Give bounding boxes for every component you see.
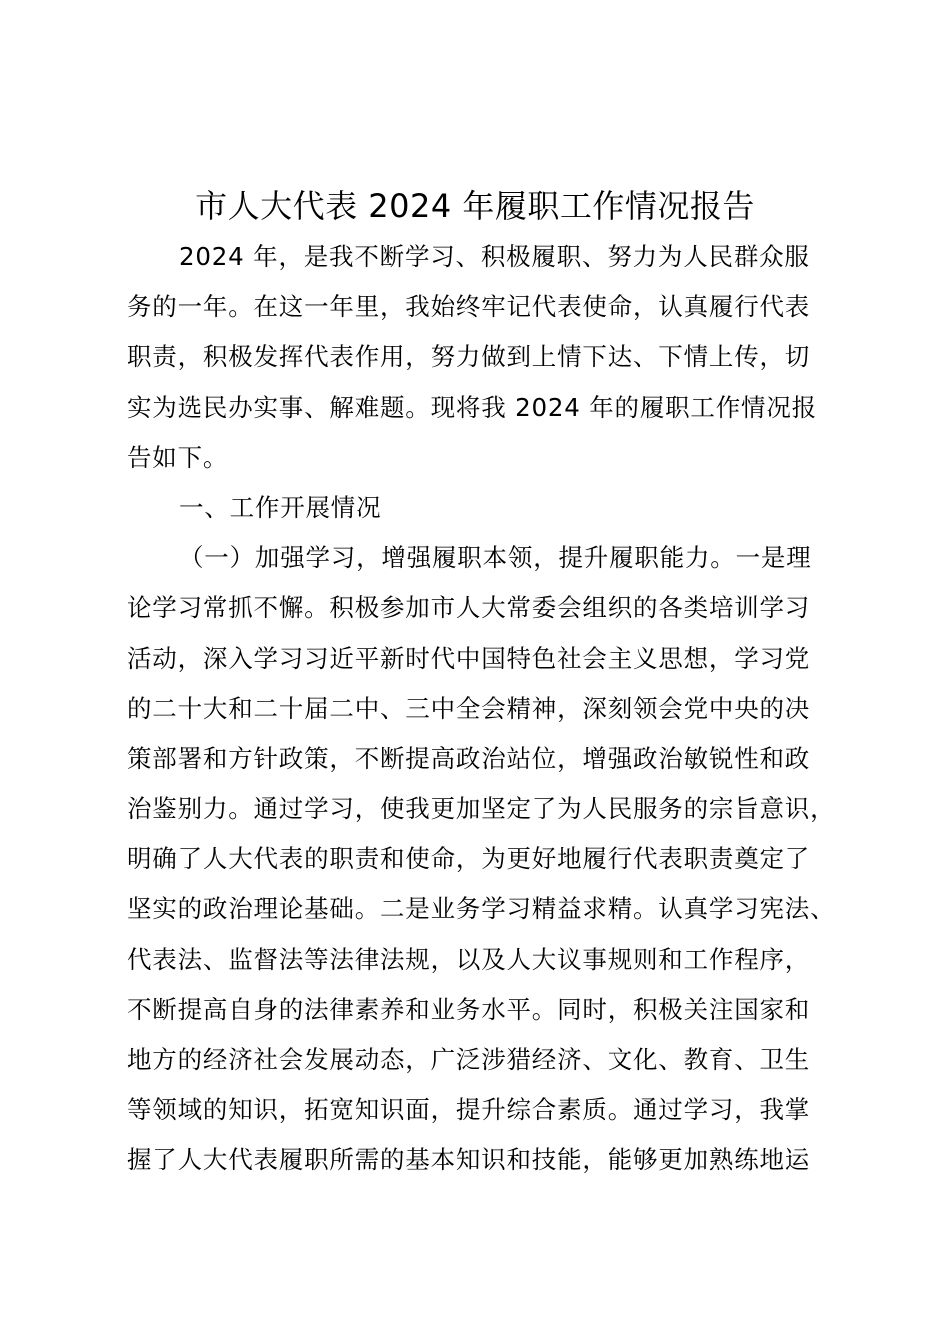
- section-heading: 一、工作开展情况: [179, 492, 382, 522]
- paragraph-line: 坚实的政治理论基础。二是业务学习精益求精。认真学习宪法、: [127, 894, 836, 924]
- paragraph-line: 等领域的知识，拓宽知识面，提升综合素质。通过学习，我掌: [127, 1095, 811, 1125]
- paragraph-line: 职责，积极发挥代表作用，努力做到上情下达、下情上传，切: [127, 342, 811, 372]
- paragraph-line: 明确了人大代表的职责和使命，为更好地履行代表职责奠定了: [127, 844, 811, 874]
- document-body: [127, 232, 847, 1186]
- paragraph-line: 的二十大和二十届二中、三中全会精神，深刻领会党中央的决: [127, 693, 811, 723]
- paragraph-line: 实为选民办实事、解难题。现将我 2024 年的履职工作情况报: [127, 392, 817, 422]
- paragraph-line: 治鉴别力。通过学习，使我更加坚定了为人民服务的宗旨意识，: [127, 794, 836, 824]
- document-title: 市人大代表 2024 年履职工作情况报告: [195, 187, 755, 225]
- paragraph-line: 2024 年，是我不断学习、积极履职、努力为人民群众服: [179, 242, 810, 271]
- paragraph-line: 握了人大代表履职所需的基本知识和技能，能够更加熟练地运: [127, 1145, 811, 1175]
- paragraph-line: （一）加强学习，增强履职本领，提升履职能力。一是理: [179, 543, 812, 573]
- paragraph-line: 务的一年。在这一年里，我始终牢记代表使命，认真履行代表: [127, 292, 811, 322]
- paragraph-line: 代表法、监督法等法律法规，以及人大议事规则和工作程序，: [127, 944, 811, 974]
- paragraph-line: 告如下。: [127, 442, 229, 472]
- paragraph-line: 活动，深入学习习近平新时代中国特色社会主义思想，学习党: [127, 643, 811, 673]
- paragraph-line: 地方的经济社会发展动态，广泛涉猎经济、文化、教育、卫生: [127, 1045, 811, 1074]
- paragraph-line: 不断提高自身的法律素养和业务水平。同时，积极关注国家和: [127, 994, 811, 1024]
- paragraph-line: 论学习常抓不懈。积极参加市人大常委会组织的各类培训学习: [127, 593, 811, 623]
- paragraph-line: 策部署和方针政策，不断提高政治站位，增强政治敏锐性和政: [127, 743, 811, 773]
